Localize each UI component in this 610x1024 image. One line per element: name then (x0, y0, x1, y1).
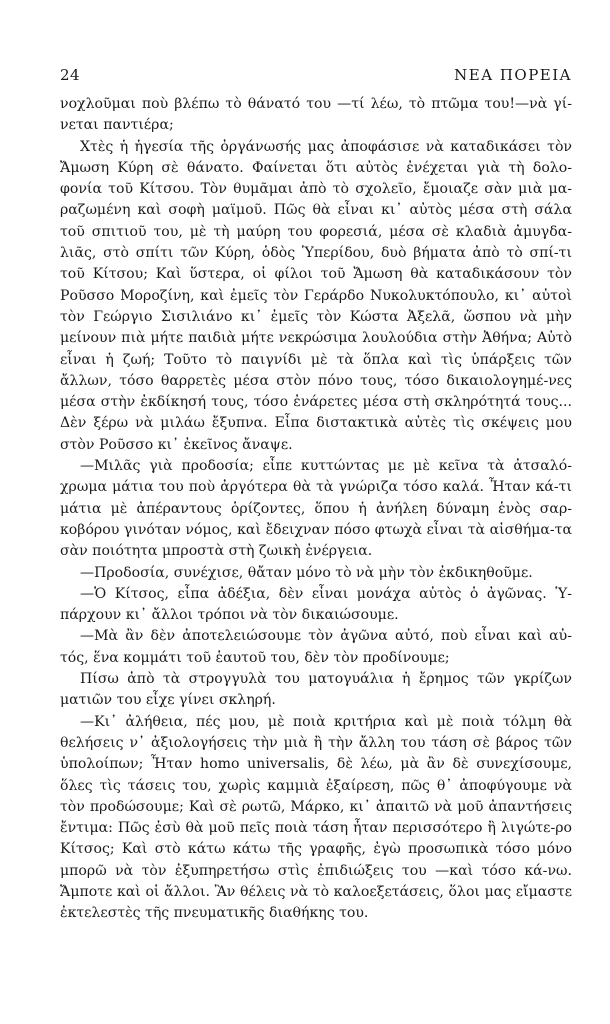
paragraph: Χτὲς ἡ ἡγεσία τῆς ὀργάνωσής μας ἀποφάσισε νὰ καταδικάσει τὸν Ἄμωση Κύρη σὲ θάνατο. Φαίνεται ὅτι αὐτὸς ἐνέχεται γιὰ τὴ δολο-φονία τοῦ Κίτσου. Τὸν θυμᾶμαι ἀπὸ τὸ σχολεῖο, ἔμοιαζε σὰν μιὰ μα-ραζωμένη καὶ σοφὴ μαϊμοῦ. Πῶς θὰ εἶναι κι᾿ αὐτὸς μέσα στὴ σάλα τοῦ σπιτιοῦ του, μὲ τὴ μαύρη του φορεσιά, μέσα σὲ κλαδιὰ ἀμυγδα-λιᾶς, στὸ σπίτι τῶν Κύρη, ὁδὸς Ὑπερίδου, δυὸ βήματα ἀπὸ τὸ σπί-τι τοῦ Κίτσου; Καὶ ὕστερα, οἱ φίλοι τοῦ Ἄμωση θὰ καταδικάσουν τὸν Ροῦσσο Μοροζίνη, καὶ ἐμεῖς τὸν Γεράρδο Νυκολυκτόπουλο, κι᾿ αὐτοὶ τὸν Γεώργιο Σισιλιάνο κι᾿ ἐμεῖς τὸν Κώστα Ἀξελᾶ, ὥσπου νὰ μὴν μείνουν πιὰ μήτε παιδιὰ μήτε νεκρώσιμα λουλούδια στὴν Ἀθήνα; Αὐτὸ εἶναι ἡ ζωή; Τοῦτο τὸ παιγνίδι μὲ τὰ ὅπλα καὶ τὶς ὑπάρξεις τῶν ἄλλων, τόσο θαρρετὲς μέσα στὸν πόνο τους, τόσο δικαιολογημέ-νες μέσα στὴν ἐκδίκησή τους, τόσο ἐνάρετες μέσα στὴ σκληρότητά τους... Δὲν ξέρω νὰ μιλάω ἔξυπνα. Εἶπα διστακτικὰ αὐτὲς τὶς σκέψεις μου στὸν Ροῦσσο κι᾿ ἐκεῖνος ἄναψε. (60, 138, 572, 453)
page-body (60, 94, 572, 925)
page-number: 24 (60, 66, 81, 84)
page-header (60, 66, 572, 84)
book-page (60, 66, 572, 925)
paragraph: νοχλοῦμαι ποὺ βλέπω τὸ θάνατό του —τί λέω, τὸ πτῶμα του!—νὰ γί-νεται παντιέρα; (60, 96, 572, 134)
paragraph: —Ὁ Κίτσος, εἶπα ἀδέξια, δὲν εἶναι μονάχα αὐτὸς ὁ ἀγῶνας. Ὑ-πάρχουν κι᾿ ἄλλοι τρόποι νὰ τὸν δικαιώσουμε. (60, 585, 572, 624)
paragraph: —Μιλᾶς γιὰ προδοσία; εἶπε κυττώντας με μὲ κεῖνα τὰ ἀτσαλό-χρωμα μάτια του ποὺ ἀργότερα θὰ τὰ γνώριζα τόσο καλά. Ἦταν κά-τι μάτια μὲ ἀπέραντους ὁρίζοντες, ὅπου ἡ ἀνήλεη δύναμη ἑνὸς σαρ-κοβόρου γινόταν νόμος, καὶ ἔδειχναν πόσο φτωχὰ εἶναι τὰ αἰσθήμα-τα σὰν ποιότητα μπροστὰ στὴ ζωικὴ ἐνέργεια. (60, 458, 572, 560)
paragraph: —Κι᾿ ἀλήθεια, πές μου, μὲ ποιὰ κριτήρια καὶ μὲ ποιὰ τόλμη θὰ θελήσεις ν᾿ ἀξιολογήσεις τὴν μιὰ ἢ τὴν ἄλλη του τάση σὲ βάρος τῶν ὑπολοίπων; Ἦταν homo universalis, δὲ λέω, μὰ ἂν δὲ συνεχίσουμε, ὅλες τὶς τάσεις του, χωρὶς καμμιὰ ἐξαίρεση, πῶς θ᾿ ἀποφύγουμε νὰ τὸν προδώσουμε; Καὶ σὲ ρωτῶ, Μάρκο, κι᾿ ἀπαιτῶ νὰ μοῦ ἀπαντήσεις ἔντιμα: Πῶς ἐσὺ θὰ μοῦ πεῖς ποιὰ τάση ἦταν περισσότερο ἢ λιγώτε-ρο Κίτσος; Καὶ στὸ κάτω κάτω τῆς γραφῆς, ἐγὼ προσωπικὰ τόσο μόνο μπορῶ νὰ τὸν ἐξυπηρετήσω στὶς ἐπιδιώξεις του —καὶ τόσο κά-νω. Ἄμποτε καὶ οἱ ἄλλοι. Ἂν θέλεις νὰ τὸ καλοεξετάσεις, ὅλοι μας εἴμαστε ἐκτελεστὲς τῆς πνευματικῆς διαθήκης του. (60, 713, 572, 922)
running-title: ΝΕΑ ΠΟΡΕΙΑ (454, 66, 572, 84)
paragraph: —Μὰ ἂν δὲν ἀποτελειώσουμε τὸν ἀγῶνα αὐτό, ποὺ εἶναι καὶ αὐ-τός, ἕνα κομμάτι τοῦ ἑαυτοῦ του, δὲν τὸν προδίνουμε; (60, 628, 572, 666)
paragraph: Πίσω ἀπὸ τὰ στρογγυλὰ του ματογυάλια ἡ ἔρημος τῶν γκρίζων ματιῶν του εἶχε γίνει σκληρή. (60, 671, 572, 709)
paragraph: —Προδοσία, συνέχισε, θἄταν μόνο τὸ νὰ μὴν τὸν ἐκδικηθοῦμε. (80, 564, 533, 581)
